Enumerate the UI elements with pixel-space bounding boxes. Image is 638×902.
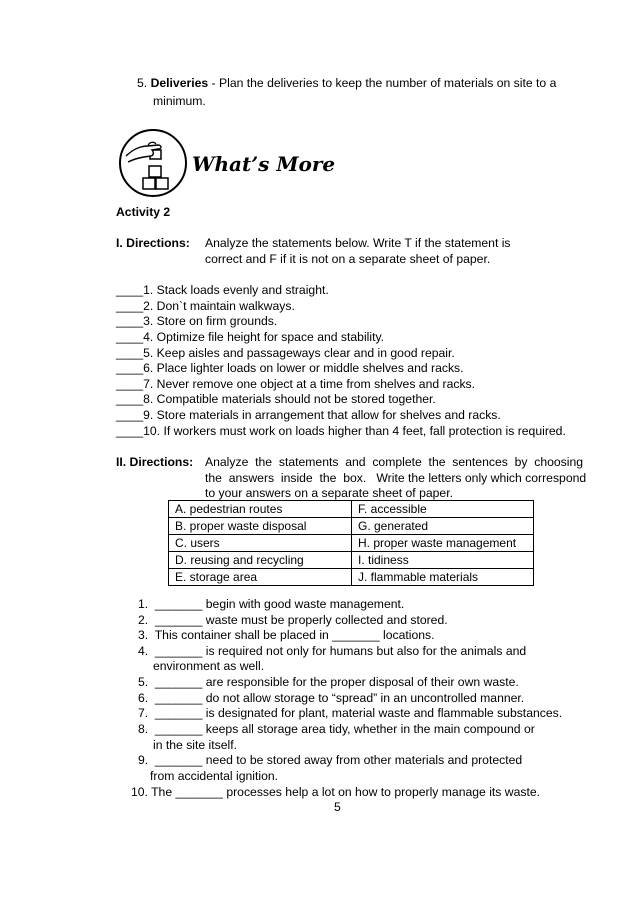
table-cell: B. proper waste disposal xyxy=(169,518,352,535)
tf-item: ____6. Place lighter loads on lower or middle shelves and racks. xyxy=(116,361,464,375)
tf-item: ____4. Optimize file height for space and stability. xyxy=(116,330,385,344)
item-5-line1: 5. Deliveries - Plan the deliveries to keep the number of materials on site to a xyxy=(137,76,557,90)
activity-label: Activity 2 xyxy=(116,205,171,219)
fill-blank-item-continued: environment as well. xyxy=(153,659,265,673)
table-cell: A. pedestrian routes xyxy=(169,501,352,518)
table-cell: G. generated xyxy=(352,518,534,535)
fill-blank-item: 8. _______ keeps all storage area tidy, whether in the main compound or xyxy=(138,722,535,736)
tf-item: ____10. If workers must work on loads higher than 4 feet, fall protection is required. xyxy=(116,424,566,438)
page-number: 5 xyxy=(334,800,341,814)
fill-blank-item: 6. _______ do not allow storage to “spread” in an uncontrolled manner. xyxy=(138,691,525,705)
item-5-term: Deliveries xyxy=(150,76,209,90)
table-cell: H. proper waste management xyxy=(352,535,534,552)
section-title: What’s More xyxy=(192,152,336,176)
tf-item: ____1. Stack loads evenly and straight. xyxy=(116,283,329,297)
table-cell: D. reusing and recycling xyxy=(169,552,352,569)
answer-choices-table xyxy=(168,500,534,586)
fill-blank-item: 3. This container shall be placed in _______ locations. xyxy=(138,628,435,642)
table-cell: J. flammable materials xyxy=(352,569,534,586)
fill-blank-item: 1. _______ begin with good waste management. xyxy=(138,597,405,611)
part1-directions-line1: Analyze the statements below. Write T if the statement is xyxy=(205,236,511,250)
fill-blank-item-continued: in the site itself. xyxy=(153,738,237,752)
hand-placing-blocks-icon xyxy=(118,128,188,198)
tf-item: ____7. Never remove one object at a time from shelves and racks. xyxy=(116,377,476,391)
table-row xyxy=(169,552,534,569)
tf-item: ____5. Keep aisles and passageways clear and in good repair. xyxy=(116,346,455,360)
part2-directions-line2: the answers inside the box. Write the letters only which correspond xyxy=(205,471,587,485)
tf-item: ____8. Compatible materials should not be stored together. xyxy=(116,392,436,406)
fill-blank-item: 7. _______ is designated for plant, material waste and flammable substances. xyxy=(138,706,563,720)
fill-blank-item: 5. _______ are responsible for the proper disposal of their own waste. xyxy=(138,675,519,689)
table-row xyxy=(169,569,534,586)
part1-directions-label: I. Directions: xyxy=(116,236,190,250)
table-cell: E. storage area xyxy=(169,569,352,586)
fill-blank-item: 2. _______ waste must be properly collected and stored. xyxy=(138,613,448,627)
tf-item: ____2. Don`t maintain walkways. xyxy=(116,299,295,313)
part2-directions-label: II. Directions: xyxy=(116,455,194,469)
part2-directions-line3: to your answers on a separate sheet of paper. xyxy=(205,486,453,500)
item-5-line2: minimum. xyxy=(153,94,206,108)
table-row xyxy=(169,501,534,518)
fill-blank-item-continued: from accidental ignition. xyxy=(150,769,279,783)
fill-blank-item: 10. The _______ processes help a lot on how to properly manage its waste. xyxy=(131,785,540,799)
table-row xyxy=(169,518,534,535)
part2-directions-line1: Analyze the statements and complete the sentences by choosing xyxy=(205,455,584,469)
table-row xyxy=(169,535,534,552)
fill-blank-item: 9. _______ need to be stored away from other materials and protected xyxy=(138,753,523,767)
table-cell: F. accessible xyxy=(352,501,534,518)
table-cell: I. tidiness xyxy=(352,552,534,569)
tf-item: ____3. Store on firm grounds. xyxy=(116,314,278,328)
tf-item: ____9. Store materials in arrangement that allow for shelves and racks. xyxy=(116,408,501,422)
fill-blank-item: 4. _______ is required not only for humans but also for the animals and xyxy=(138,644,527,658)
part1-directions-line2: correct and F if it is not on a separate sheet of paper. xyxy=(205,252,491,266)
table-cell: C. users xyxy=(169,535,352,552)
